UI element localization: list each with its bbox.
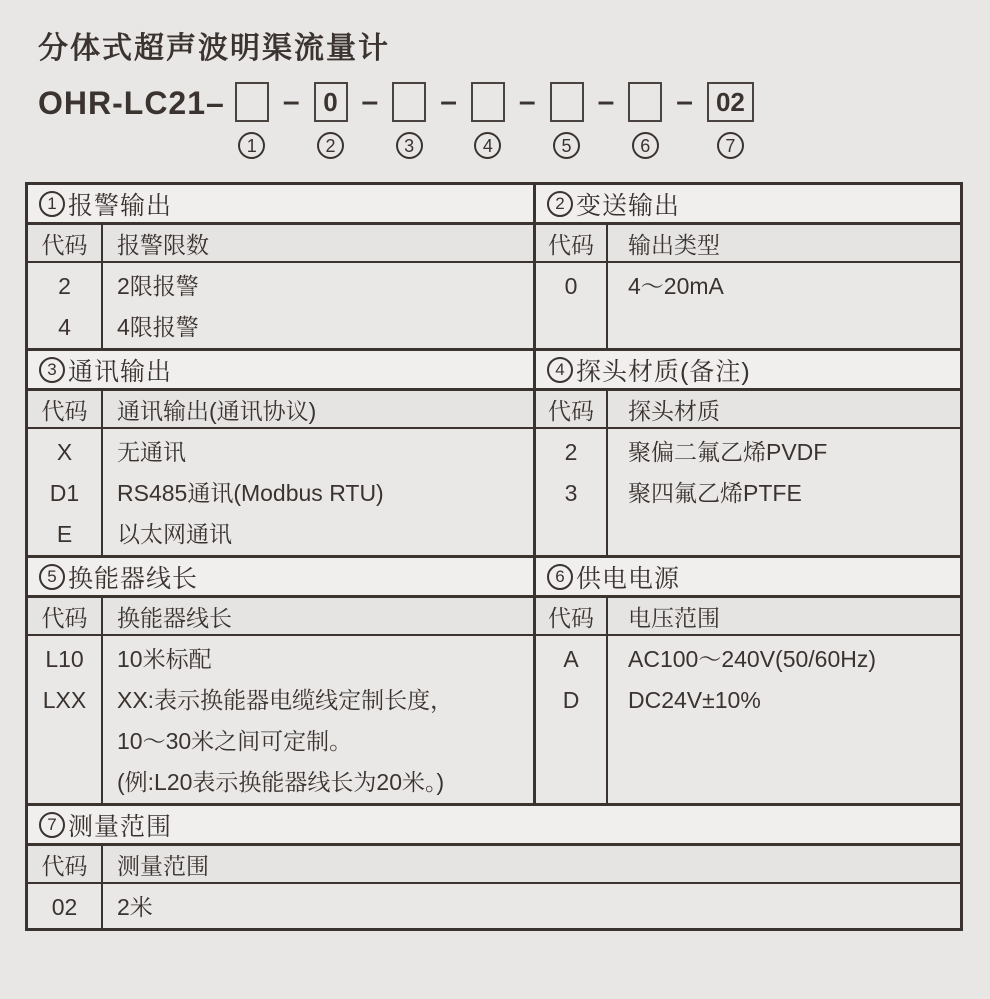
model-segment-7	[707, 82, 754, 159]
model-segment-5	[550, 82, 584, 159]
code-box-6	[628, 82, 662, 122]
code-value: A	[563, 646, 579, 672]
section-5-column-headers	[28, 598, 533, 636]
code-column-header: 代码	[536, 598, 608, 634]
desc-column-header: 电压范围	[628, 604, 720, 631]
desc-cells	[103, 263, 533, 348]
model-segment-2	[314, 82, 348, 159]
section-3-rows	[28, 429, 533, 555]
section-5-label: 换能器线长	[68, 564, 199, 593]
code-value: 2	[564, 439, 578, 465]
circled-number-1: 1	[39, 191, 65, 217]
code-cells	[536, 263, 608, 348]
code-value: L10	[45, 646, 84, 672]
dash-separator: –	[361, 85, 379, 118]
section-4-rows	[536, 429, 960, 555]
model-code	[38, 82, 990, 159]
code-value: 3	[564, 480, 578, 506]
section-7-column-headers	[28, 846, 960, 884]
desc-value: 聚偏二氟乙烯PVDF	[628, 439, 828, 465]
section-4-label: 探头材质(备注)	[576, 357, 751, 386]
code-box-4	[471, 82, 505, 122]
dash-separator: –	[440, 85, 457, 118]
desc-cells	[103, 429, 533, 555]
desc-cells	[608, 636, 960, 803]
position-number-7: 7	[717, 132, 744, 159]
dash-separator: –	[282, 85, 300, 118]
table-band-3	[28, 555, 960, 803]
desc-cells	[608, 429, 960, 555]
table-band-2	[28, 348, 960, 555]
section-4-title	[536, 351, 960, 391]
code-box-3	[392, 82, 426, 122]
section-7-rows	[28, 884, 960, 928]
code-column-header: 代码	[28, 846, 103, 882]
desc-value: DC24V±10%	[628, 687, 761, 713]
code-value: LXX	[42, 687, 87, 713]
desc-value: 聚四氟乙烯PTFE	[628, 480, 802, 506]
code-cells	[28, 884, 103, 928]
code-cells	[28, 636, 103, 803]
code-column-header: 代码	[536, 225, 608, 261]
position-number-4: 4	[474, 132, 501, 159]
model-segment-3	[392, 82, 426, 159]
desc-value: 4限报警	[117, 314, 199, 340]
desc-value: 2米	[117, 894, 153, 920]
code-box-2: 0	[314, 82, 348, 122]
section-3-label: 通讯输出	[68, 357, 173, 386]
circled-number-3: 3	[39, 357, 65, 383]
circled-number-6: 6	[547, 564, 573, 590]
desc-value: 4～20mA	[628, 273, 724, 299]
code-cells	[28, 263, 103, 348]
code-cells	[536, 636, 608, 803]
dash-separator: –	[597, 85, 615, 118]
model-segment-4	[471, 82, 505, 159]
position-number-2: 2	[317, 132, 344, 159]
code-value: X	[56, 439, 73, 465]
section-5-title	[28, 558, 533, 598]
code-value: 4	[58, 314, 71, 340]
section-alarm-output	[28, 185, 536, 348]
circled-number-5: 5	[39, 564, 65, 590]
model-segment-1	[235, 82, 269, 159]
code-box-1	[235, 82, 269, 122]
desc-column-header: 探头材质	[628, 397, 720, 424]
section-3-title	[28, 351, 533, 391]
section-4-column-headers	[536, 391, 960, 429]
section-transmit-output	[536, 185, 960, 348]
page-title: 分体式超声波明渠流量计	[38, 32, 390, 65]
section-1-label: 报警输出	[68, 191, 173, 220]
desc-value: (例:L20表示换能器线长为20米。)	[117, 769, 445, 795]
circled-number-2: 2	[547, 191, 573, 217]
section-2-label: 变送输出	[576, 191, 681, 220]
desc-value: 无通讯	[117, 439, 186, 465]
section-2-rows	[536, 263, 960, 348]
desc-column-header: 输出类型	[628, 231, 720, 258]
table-band-1	[28, 185, 960, 348]
position-number-3: 3	[396, 132, 423, 159]
section-1-rows	[28, 263, 533, 348]
section-6-title	[536, 558, 960, 598]
dash-separator: –	[676, 85, 693, 118]
desc-column-header: 通讯输出(通讯协议)	[117, 397, 317, 424]
section-2-title	[536, 185, 960, 225]
section-power-supply	[536, 558, 960, 803]
code-box-7: 02	[707, 82, 754, 122]
code-value: 2	[58, 273, 71, 299]
desc-value: 10～30米之间可定制。	[117, 728, 353, 754]
desc-value: 2限报警	[117, 273, 199, 299]
code-value: D	[562, 687, 580, 713]
header	[0, 0, 990, 159]
section-measuring-range	[28, 806, 960, 928]
dash-separator: –	[518, 85, 536, 118]
desc-value: RS485通讯(Modbus RTU)	[117, 480, 384, 506]
section-2-column-headers	[536, 225, 960, 263]
section-5-rows	[28, 636, 533, 803]
section-transducer-cable-length	[28, 558, 536, 803]
code-column-header: 代码	[28, 391, 103, 427]
section-comm-output	[28, 351, 536, 555]
code-column-header: 代码	[28, 225, 103, 261]
table-band-4	[28, 803, 960, 928]
desc-column-header: 换能器线长	[117, 604, 232, 631]
position-number-1: 1	[238, 132, 265, 159]
circled-number-4: 4	[547, 357, 573, 383]
code-value: E	[56, 521, 73, 547]
code-cells	[536, 429, 608, 555]
position-number-6: 6	[632, 132, 659, 159]
spec-table	[25, 182, 963, 931]
desc-value: XX:表示换能器电缆线定制长度，	[117, 687, 454, 713]
section-3-column-headers	[28, 391, 533, 429]
desc-cells	[103, 636, 533, 803]
model-segment-6	[628, 82, 662, 159]
code-value: D1	[49, 480, 80, 506]
code-column-header: 代码	[28, 598, 103, 634]
section-6-label: 供电电源	[576, 564, 681, 593]
section-7-title	[28, 806, 960, 846]
section-probe-material	[536, 351, 960, 555]
position-number-5: 5	[553, 132, 580, 159]
section-6-rows	[536, 636, 960, 803]
code-cells	[28, 429, 103, 555]
circled-number-7: 7	[39, 812, 65, 838]
section-6-column-headers	[536, 598, 960, 636]
desc-value: 以太网通讯	[117, 521, 232, 547]
section-7-label: 测量范围	[68, 812, 173, 841]
model-prefix: OHR-LC21–	[38, 85, 225, 121]
desc-value: 10米标配	[117, 646, 212, 672]
desc-cells	[103, 884, 960, 928]
section-1-title	[28, 185, 533, 225]
code-box-5	[550, 82, 584, 122]
code-column-header: 代码	[536, 391, 608, 427]
desc-column-header: 测量范围	[117, 852, 209, 879]
desc-cells	[608, 263, 960, 348]
desc-column-header: 报警限数	[117, 231, 209, 258]
code-value: 0	[564, 273, 578, 299]
desc-value: AC100～240V(50/60Hz)	[628, 646, 877, 672]
code-value: 02	[51, 894, 78, 920]
section-1-column-headers	[28, 225, 533, 263]
